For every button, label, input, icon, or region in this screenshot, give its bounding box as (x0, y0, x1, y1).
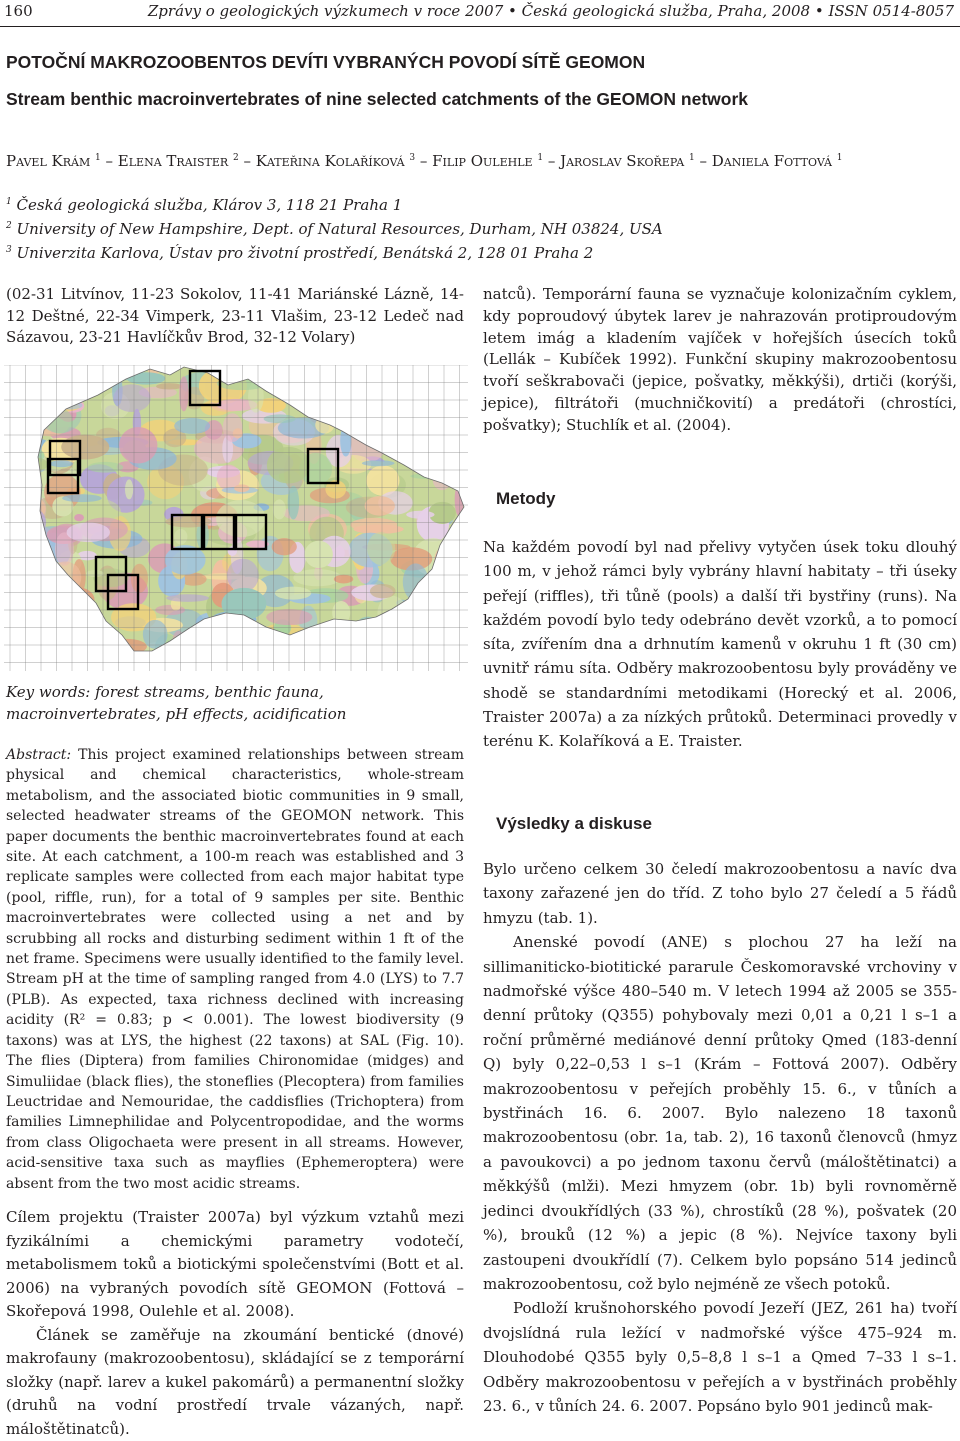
affiliation-number: 3 (6, 245, 12, 255)
journal-header: Zprávy o geologických výzkumech v roce 2007 • Česká geologická služba, Praha, 2008 • ISSN 0514-8057 (148, 2, 954, 20)
keywords-label: Key words: (6, 683, 90, 701)
keywords-text: forest streams, benthic fauna, macroinvertebrates, pH effects, acidification (6, 683, 346, 723)
affiliation-number: 1 (6, 197, 12, 207)
title-czech: POTOČNÍ MAKROZOOBENTOS DEVÍTI VYBRANÝCH POVODÍ SÍTĚ GEOMON (6, 52, 645, 73)
author-affiliation-number: 1 (95, 153, 101, 163)
intro-continuation: natců). Temporární fauna se vyznačuje kolonizačním cyklem, kdy poproudový úbytek larev je nahrazován protiproudovým letem imág a kladením vajíček v hořejších úsecích toků (Lellák – Kubíček 1992). Funkční skupiny makrozoobentosu tvoří seškrabovači (jepice, pošvatky, měkkýši), drtiči (korýši, jepice), filtrátoři (muchničkovití) a predátoři (chrostíci, pošvatky); Stuchlík et al. (2004). (483, 284, 957, 437)
page-number: 160 (4, 2, 33, 20)
author-4 (432, 152, 543, 170)
author-name: Elena Traister (118, 152, 233, 170)
aims-paragraph-2: Článek se zaměřuje na zkoumání bentické (dnové) makrofauny (makrozoobentosu), skládající se z temporární složky (např. larev a kukel pakomárů) a permanentní složky (druhů na vodní prostředí trvale vázaných, např. máloštětinatců). (6, 1324, 464, 1441)
methods-text: Na každém povodí byl nad přelivy vytyčen úsek toku dlouhý 100 m, v jehož rámci byly vybrány hlavní habitaty – tři úseky peřejí (riffles), tři tůně (pools) a další tři bystřiny (runs). Na každém povodí bylo tedy odebráno devět vzorků, a to pomocí síta, zvířením dna a drhnutím kamenů v okruhu 1 ft (30 cm) uvnitř rámu síta. Odběry makrozoobentosu byly prováděny ve shodě se standardními metodikami (Horecký et al. 2006, Traister 2007a) a za nízkých průtoků. Determinaci provedly v terénu K. Kolaříková a E. Traister. (483, 535, 957, 754)
keywords (6, 682, 464, 725)
author-1 (6, 152, 101, 170)
author-name: Pavel Krám (6, 152, 95, 170)
results-paragraph-2: Anenské povodí (ANE) s plochou 27 ha leží na sillimaniticko-biotitické pararule Českomoravské vrchoviny v nadmořské výšce 480–540 m. V letech 1994 až 2005 se 355-denní průtoky (Q355) pohybovaly mezi 0,01 a 0,21 l s–1 a roční průměrné mediánové denní průtoky Qmed (183-denní Q) byly 0,22–0,53 l s–1 (Krám – Fottová 2007). Odběry makrozoobentosu v peřejích proběhly 15. 6., v tůních a bystřinách 16. 6. 2007. Bylo nalezeno 18 taxonů makrozoobentosu (obr. 1a, tab. 2), 16 taxonů členovců (hmyz a pavoukovci) a po jednom taxonu červů (máloštětinatci) a měkkýšů (mlži). Mezi hmyzem (obr. 1b) byli rovnoměrně jedinci dvoukřídlých (33 %), chrostíků (28 %), pošvatek (20 %), brouků (12 %) a jepic (8 %). Nejvíce taxony byli zastoupeni dvoukřídlí (7). Celkem bylo popsáno 514 jedinců makrozoobentosu, což bylo nejméně ze všech potoků. (483, 930, 957, 1296)
author-affiliation-number: 1 (689, 153, 695, 163)
abstract (6, 745, 464, 1194)
abstract-label: Abstract: (6, 747, 71, 763)
author-affiliation-number: 3 (409, 153, 415, 163)
author-6 (712, 152, 843, 170)
section-heading-results: Výsledky a diskuse (496, 814, 652, 834)
affiliation-1 (6, 196, 402, 214)
affiliation-text: University of New Hampshire, Dept. of Natural Resources, Durham, NH 03824, USA (17, 220, 663, 238)
affiliation-2 (6, 220, 663, 238)
author-affiliation-number: 2 (233, 153, 239, 163)
author-3 (256, 152, 415, 170)
results-paragraph-1: Bylo určeno celkem 30 čeledí makrozoobentosu a navíc dva taxony zařazené jen do tříd. Z toho bylo 27 čeledí a 5 řádů hmyzu (tab. 1). (483, 857, 957, 930)
aims-paragraph-1: Cílem projektu (Traister 2007a) byl výzkum vztahů mezi fyzikálními a chemickými parametry vodotečí, metabolismem toků a biotickými společenstvími (Bott et al. 2006) na vybraných povodích sítě GEOMON (Fottová – Skořepová 1998, Oulehle et al. 2008). (6, 1206, 464, 1324)
aims-section (6, 1206, 464, 1441)
author-name: Jaroslav Skořepa (560, 152, 689, 170)
affiliation-text: Česká geologická služba, Klárov 3, 118 21 Praha 1 (17, 196, 403, 214)
abstract-text: This project examined relationships between stream physical and chemical characteristics, whole-stream metabolism, and the associated biotic communities in 9 small, selected headwater streams of the GEOMON network. This paper documents the benthic macroinvertebrates found at each site. At each catchment, a 100-m reach was established and 3 replicate samples were collected from each major habitat type (pool, riffle, run), for a total of 9 samples per site. Benthic macroinvertebrates were collected using a net and by scrubbing all rocks and disturbing sediment within 1 ft of the net frame. Specimens were usually identified to the family level. Stream pH at the time of sampling ranged from 4.0 (LYS) to 7.7 (PLB). As expected, taxa richness declined with increasing acidity (R² = 0.83; p < 0.001). The lowest biodiversity (9 taxons) was at LYS, the highest (22 taxons) at SAL (Fig. 10). The flies (Diptera) from families Chironomidae (midges) and Simuliidae (black flies), the stoneflies (Plecoptera) from families Leuctridae and Nemouridae, the caddisflies (Trichoptera) from families Limnephilidae and Polycentropodidae, and the worms from class Oligochaeta were present in all streams. However, acid-sensitive taxa such as mayflies (Ephemeroptera) were absent from the two most acidic streams. (6, 747, 464, 1192)
section-heading-methods: Metody (496, 489, 556, 509)
author-affiliation-number: 1 (537, 153, 543, 163)
header-rule (0, 26, 960, 27)
author-name: Daniela Fottová (712, 152, 837, 170)
author-affiliation-number: 1 (837, 153, 843, 163)
results-paragraph-3: Podloží krušnohorského povodí Jezeří (JEZ, 261 ha) tvoří dvojslídná rula ležící v nadmořské výšce 475–924 m. Dlouhodobé Q355 byly 0,5–8,8 l s–1 a Qmed 7–33 l s–1. Odběry makrozoobentosu v peřejích a v bystřinách proběhly 23. 6., v tůních 24. 6. 2007. Popsáno bylo 901 jedinců mak- (483, 1296, 957, 1418)
affiliation-number: 2 (6, 221, 12, 231)
geological-map (4, 365, 468, 671)
author-5 (560, 152, 695, 170)
author-name: Kateřina Kolaříková (256, 152, 410, 170)
authors-line: Pavel Krám $^1$ – Elena Traister $^2$ – Kateřina Kolaříková $^3$ – Filip Oulehle $^1$ – Jaroslav Skořepa $^1$ – Daniela Fottová $^1$ (6, 152, 956, 170)
results-text (483, 857, 957, 1418)
author-name: Filip Oulehle (432, 152, 537, 170)
author-2 (118, 152, 239, 170)
affiliation-text: Univerzita Karlova, Ústav pro životní prostředí, Benátská 2, 128 01 Praha 2 (17, 244, 594, 262)
affiliation-3 (6, 244, 593, 262)
title-english: Stream benthic macroinvertebrates of nine selected catchments of the GEOMON network (6, 89, 748, 110)
map-sheets-list: (02-31 Litvínov, 11-23 Sokolov, 11-41 Mariánské Lázně, 14-12 Deštné, 22-34 Vimperk, 23-11 Vlašim, 23-12 Ledeč nad Sázavou, 23-21 Havlíčkův Brod, 32-12 Volary) (6, 284, 464, 349)
